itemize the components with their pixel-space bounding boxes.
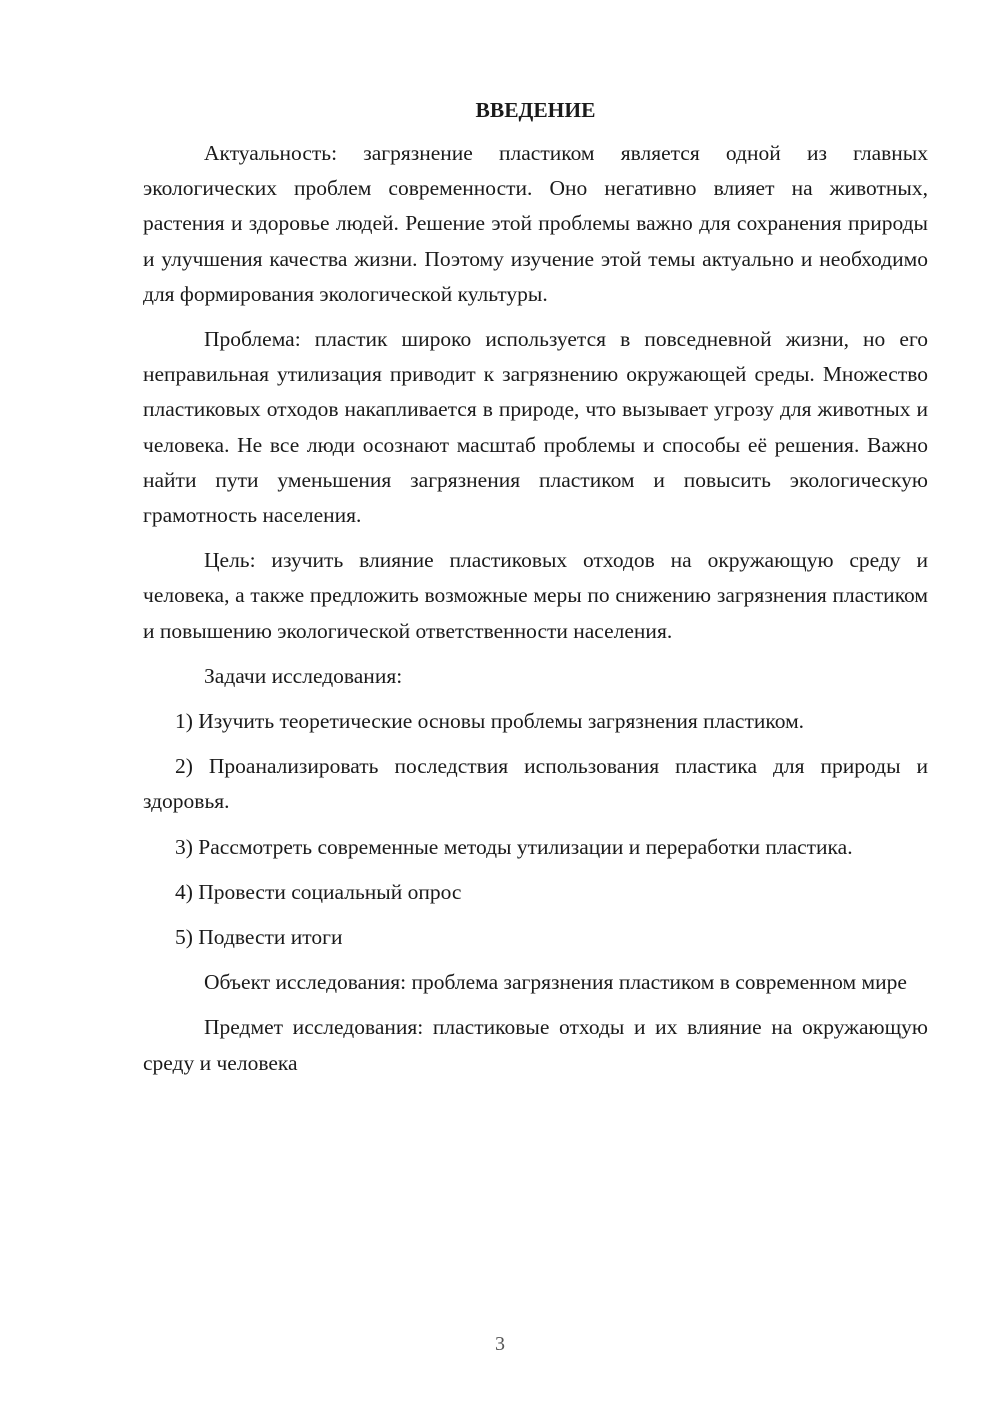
task-item-4: 4) Провести социальный опрос bbox=[175, 879, 462, 904]
relevance-paragraph: Актуальность: загрязнение пластиком является одной из главных экологических проблем современности. Оно негативно влияет на животных, растения и здоровье людей. Решение этой проблемы важно для сохранения природы и улучшения качества жизни. Поэтому изучение этой темы актуально и необходимо для формирования экологической культуры. bbox=[143, 141, 928, 306]
problem-paragraph: Проблема: пластик широко используется в повседневной жизни, но его неправильная утилизация приводит к загрязнению окружающей среды. Множество пластиковых отходов накапливается в природе, что вызывает угрозу для животных и человека. Не все люди осознают масштаб проблемы и способы её решения. Важно найти пути уменьшения загрязнения пластиком и повысить экологическую грамотность населения. bbox=[143, 327, 928, 528]
subject-paragraph: Предмет исследования: пластиковые отходы и их влияние на окружающую среду и человека bbox=[143, 1015, 928, 1075]
task-item-3: 3) Рассмотреть современные методы утилизации и переработки пластика. bbox=[175, 834, 853, 859]
page-title: ВВЕДЕНИЕ bbox=[475, 98, 596, 122]
document-page bbox=[143, 92, 928, 1091]
task-item-1: 1) Изучить теоретические основы проблемы загрязнения пластиком. bbox=[175, 709, 805, 734]
object-paragraph: Объект исследования: проблема загрязнения пластиком в современном мире bbox=[204, 970, 907, 995]
task-item-5: 5) Подвести итоги bbox=[175, 925, 343, 950]
goal-paragraph: Цель: изучить влияние пластиковых отходов на окружающую среду и человека, а также предложить возможные меры по снижению загрязнения пластиком и повышению экологической ответственности населения. bbox=[143, 548, 928, 643]
tasks-heading: Задачи исследования: bbox=[204, 663, 403, 688]
page-number: 3 bbox=[495, 1333, 505, 1355]
task-item-2: 2) Проанализировать последствия использования пластика для природы и здоровья. bbox=[143, 754, 928, 814]
